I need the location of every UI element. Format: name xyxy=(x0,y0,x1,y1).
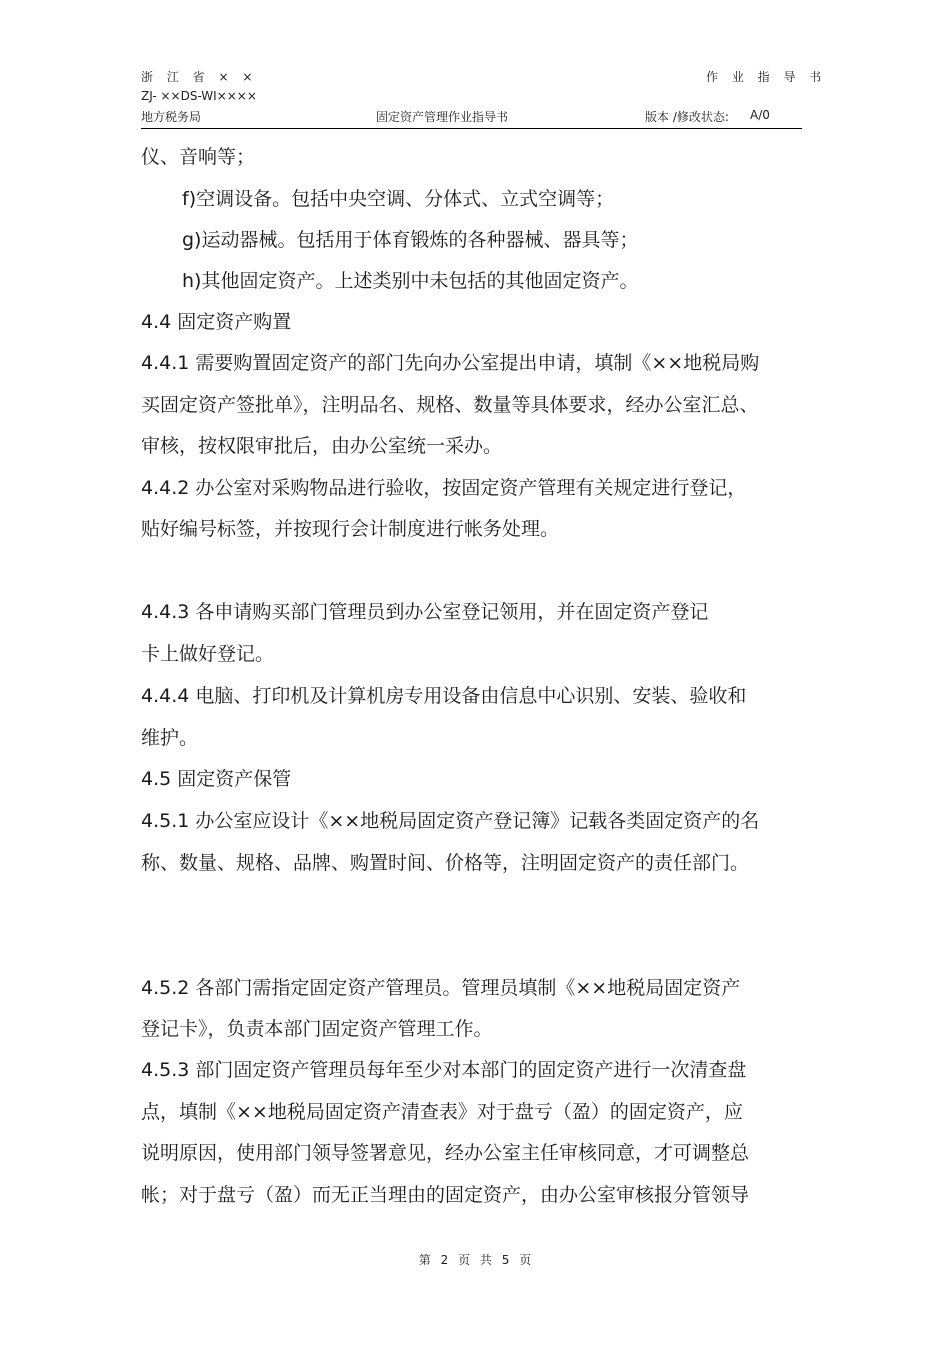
body-line: 称、数量、规格、品牌、购置时间、价格等，注明固定资产的责任部门。 xyxy=(141,852,750,874)
section-heading: 4.5 固定资产保管 xyxy=(141,768,292,790)
body-line: 4.5.2 各部门需指定固定资产管理员。管理员填制《××地税局固定资产 xyxy=(141,977,741,999)
body-line: h)其他固定资产。上述类别中未包括的其他固定资产。 xyxy=(182,270,639,292)
body-line: 维护。 xyxy=(141,727,199,749)
body-line: 4.4.3 各申请购买部门管理员到办公室登记领用，并在固定资产登记 xyxy=(141,601,709,623)
body-line: 仪、音响等； xyxy=(141,146,256,168)
footer-label-gong: 共 xyxy=(479,1253,492,1267)
footer-label-di: 第 xyxy=(418,1253,431,1267)
header-doc-title: 固定资产管理作业指导书 xyxy=(376,110,509,124)
body-line: 4.4.2 办公室对采购物品进行验收，按固定资产管理有关规定进行登记， xyxy=(141,477,747,499)
header-doc-code: ZJ- ××DS-WI×××× xyxy=(141,89,257,103)
body-line: 4.4.1 需要购置固定资产的部门先向办公室提出申请，填制《××地税局购 xyxy=(141,352,760,374)
body-line: g)运动器械。包括用于体育锻炼的各种器械、器具等； xyxy=(182,229,639,251)
section-heading: 4.4 固定资产购置 xyxy=(141,311,292,333)
header-doc-type: 作 业 指 导 书 xyxy=(706,70,827,84)
body-line: 点，填制《××地税局固定资产清查表》对于盘亏（盈）的固定资产，应 xyxy=(141,1101,743,1123)
header-rule xyxy=(141,128,802,129)
body-line: 说明原因，使用部门领导签署意见，经办公室主任审核同意，才可调整总 xyxy=(141,1142,750,1164)
body-line: f)空调设备。包括中央空调、分体式、立式空调等； xyxy=(182,188,615,210)
body-line: 买固定资产签批单》，注明品名、规格、数量等具体要求，经办公室汇总、 xyxy=(141,394,759,416)
header-version-value: A/0 xyxy=(750,108,770,122)
footer-label-ye: 页 xyxy=(458,1253,471,1267)
body-line: 帐；对于盘亏（盈）而无正当理由的固定资产，由办公室审核报分管领导 xyxy=(141,1184,750,1206)
header-version-label: 版本 /修改状态: xyxy=(645,110,729,124)
footer-label-ye2: 页 xyxy=(519,1253,532,1267)
body-line: 登记卡》，负责本部门固定资产管理工作。 xyxy=(141,1018,493,1040)
page-footer xyxy=(0,1251,950,1268)
header-bureau: 地方税务局 xyxy=(141,110,202,124)
body-line: 卡上做好登记。 xyxy=(141,643,275,665)
footer-page-current: 2 xyxy=(440,1253,449,1267)
header-province: 浙 江 省 × × xyxy=(141,70,258,84)
body-line: 4.4.4 电脑、打印机及计算机房专用设备由信息中心识别、安装、验收和 xyxy=(141,685,747,707)
body-line: 审核，按权限审批后，由办公室统一采办。 xyxy=(141,435,503,457)
footer-page-total: 5 xyxy=(501,1253,510,1267)
body-line: 贴好编号标签，并按现行会计制度进行帐务处理。 xyxy=(141,518,560,540)
body-line: 4.5.3 部门固定资产管理员每年至少对本部门的固定资产进行一次清查盘 xyxy=(141,1059,747,1081)
body-line: 4.5.1 办公室应设计《××地税局固定资产登记簿》记载各类固定资产的名 xyxy=(141,810,760,832)
